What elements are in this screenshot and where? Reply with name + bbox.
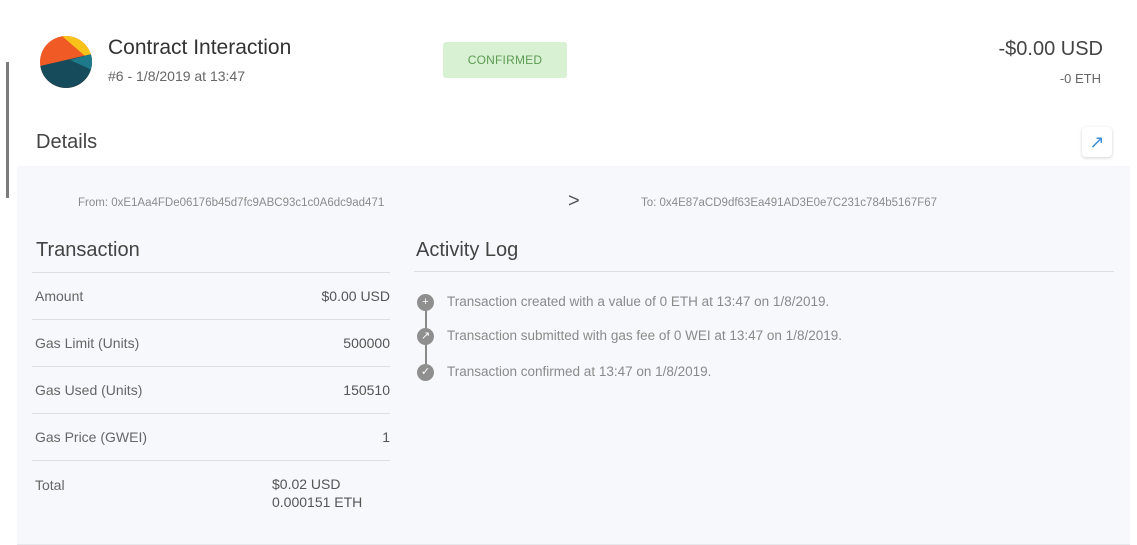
row-value: $0.00 USD bbox=[321, 288, 390, 304]
total-label: Total bbox=[35, 477, 65, 493]
arrow-up-right-icon: ↗ bbox=[417, 328, 434, 345]
row-label: Gas Limit (Units) bbox=[35, 335, 140, 351]
row-value: 500000 bbox=[343, 335, 390, 351]
details-panel bbox=[17, 166, 1130, 545]
amount-eth: -0 ETH bbox=[1059, 71, 1101, 86]
row-value: 1 bbox=[382, 429, 390, 445]
chevron-right-icon: > bbox=[568, 190, 580, 212]
table-row bbox=[32, 366, 390, 413]
transaction-table bbox=[32, 272, 390, 524]
transaction-title: Contract Interaction bbox=[108, 36, 292, 59]
external-link-icon[interactable]: ↗ bbox=[1082, 127, 1112, 157]
activity-log-text: Transaction confirmed at 13:47 on 1/8/2019. bbox=[447, 364, 712, 379]
check-icon: ✓ bbox=[417, 364, 434, 381]
total-eth: 0.000151 ETH bbox=[272, 494, 363, 510]
table-row bbox=[32, 413, 390, 460]
contract-identicon-icon bbox=[40, 36, 92, 88]
total-row bbox=[32, 460, 390, 524]
to-address[interactable]: To: 0x4E87aCD9df63Ea491AD3E0e7C231c784b5167F67 bbox=[641, 197, 938, 209]
row-value: 150510 bbox=[343, 382, 390, 398]
transaction-subtitle: #6 - 1/8/2019 at 13:47 bbox=[108, 68, 245, 84]
row-label: Amount bbox=[35, 288, 84, 304]
table-row bbox=[32, 272, 390, 319]
amount-usd: -$0.00 USD bbox=[998, 38, 1103, 60]
divider bbox=[414, 271, 1114, 272]
plus-icon: + bbox=[417, 294, 434, 311]
total-usd: $0.02 USD bbox=[272, 476, 341, 492]
transaction-header bbox=[0, 0, 1130, 153]
activity-log-text: Transaction created with a value of 0 ETH at 13:47 on 1/8/2019. bbox=[447, 294, 830, 309]
status-badge: CONFIRMED bbox=[443, 42, 567, 78]
transaction-heading: Transaction bbox=[36, 239, 140, 261]
activity-log-text: Transaction submitted with gas fee of 0 WEI at 13:47 on 1/8/2019. bbox=[447, 328, 842, 343]
from-address[interactable]: From: 0xE1Aa4FDe06176b45d7fc9ABC93c1c0A6dc9ad471 bbox=[78, 197, 385, 209]
activity-log-heading: Activity Log bbox=[416, 239, 519, 261]
row-label: Gas Used (Units) bbox=[35, 382, 143, 398]
total-values bbox=[272, 475, 362, 511]
address-row bbox=[17, 190, 1130, 220]
details-heading: Details bbox=[36, 131, 98, 153]
row-label: Gas Price (GWEI) bbox=[35, 429, 148, 445]
table-row bbox=[32, 319, 390, 366]
